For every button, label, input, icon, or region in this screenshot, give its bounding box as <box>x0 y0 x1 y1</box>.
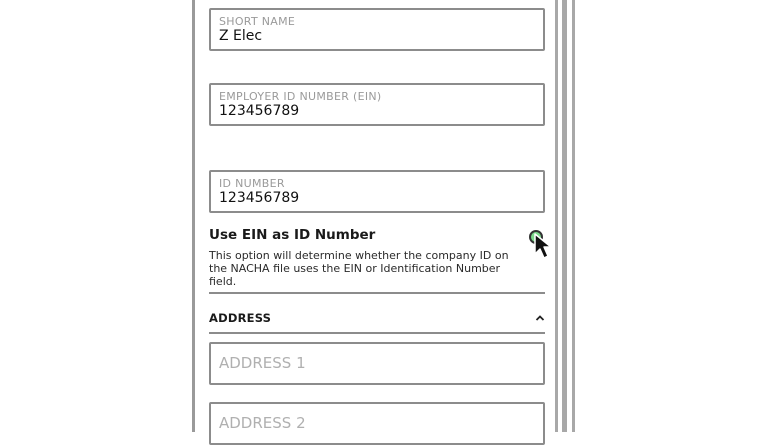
address2-input[interactable] <box>219 414 519 432</box>
address-divider <box>209 332 545 334</box>
id-number-field[interactable] <box>209 170 545 213</box>
id-number-label: ID NUMBER <box>219 177 285 190</box>
short-name-label: SHORT NAME <box>219 15 296 28</box>
ein-input[interactable] <box>219 103 519 119</box>
ein-label: EMPLOYER ID NUMBER (EIN) <box>219 90 382 103</box>
address1-input[interactable] <box>219 354 519 372</box>
short-name-field[interactable] <box>209 8 545 51</box>
id-number-input[interactable] <box>219 190 519 206</box>
phone-frame-right-edge <box>572 0 575 432</box>
section-divider <box>209 292 545 294</box>
address-section-title[interactable]: ADDRESS <box>209 311 272 325</box>
short-name-input[interactable] <box>219 28 519 44</box>
ein-field[interactable] <box>209 83 545 126</box>
phone-frame-right <box>555 0 558 432</box>
use-ein-option-description: This option will determine whether the company ID on the NACHA file uses the EIN or Identification Number field. <box>209 249 509 288</box>
address2-field[interactable] <box>209 402 545 445</box>
address1-field[interactable] <box>209 342 545 385</box>
use-ein-option-title: Use EIN as ID Number <box>209 227 376 243</box>
phone-frame-left <box>192 0 195 432</box>
phone-frame-right-bezel <box>562 0 567 432</box>
mouse-pointer-icon <box>532 232 560 260</box>
chevron-up-icon[interactable] <box>535 314 545 322</box>
